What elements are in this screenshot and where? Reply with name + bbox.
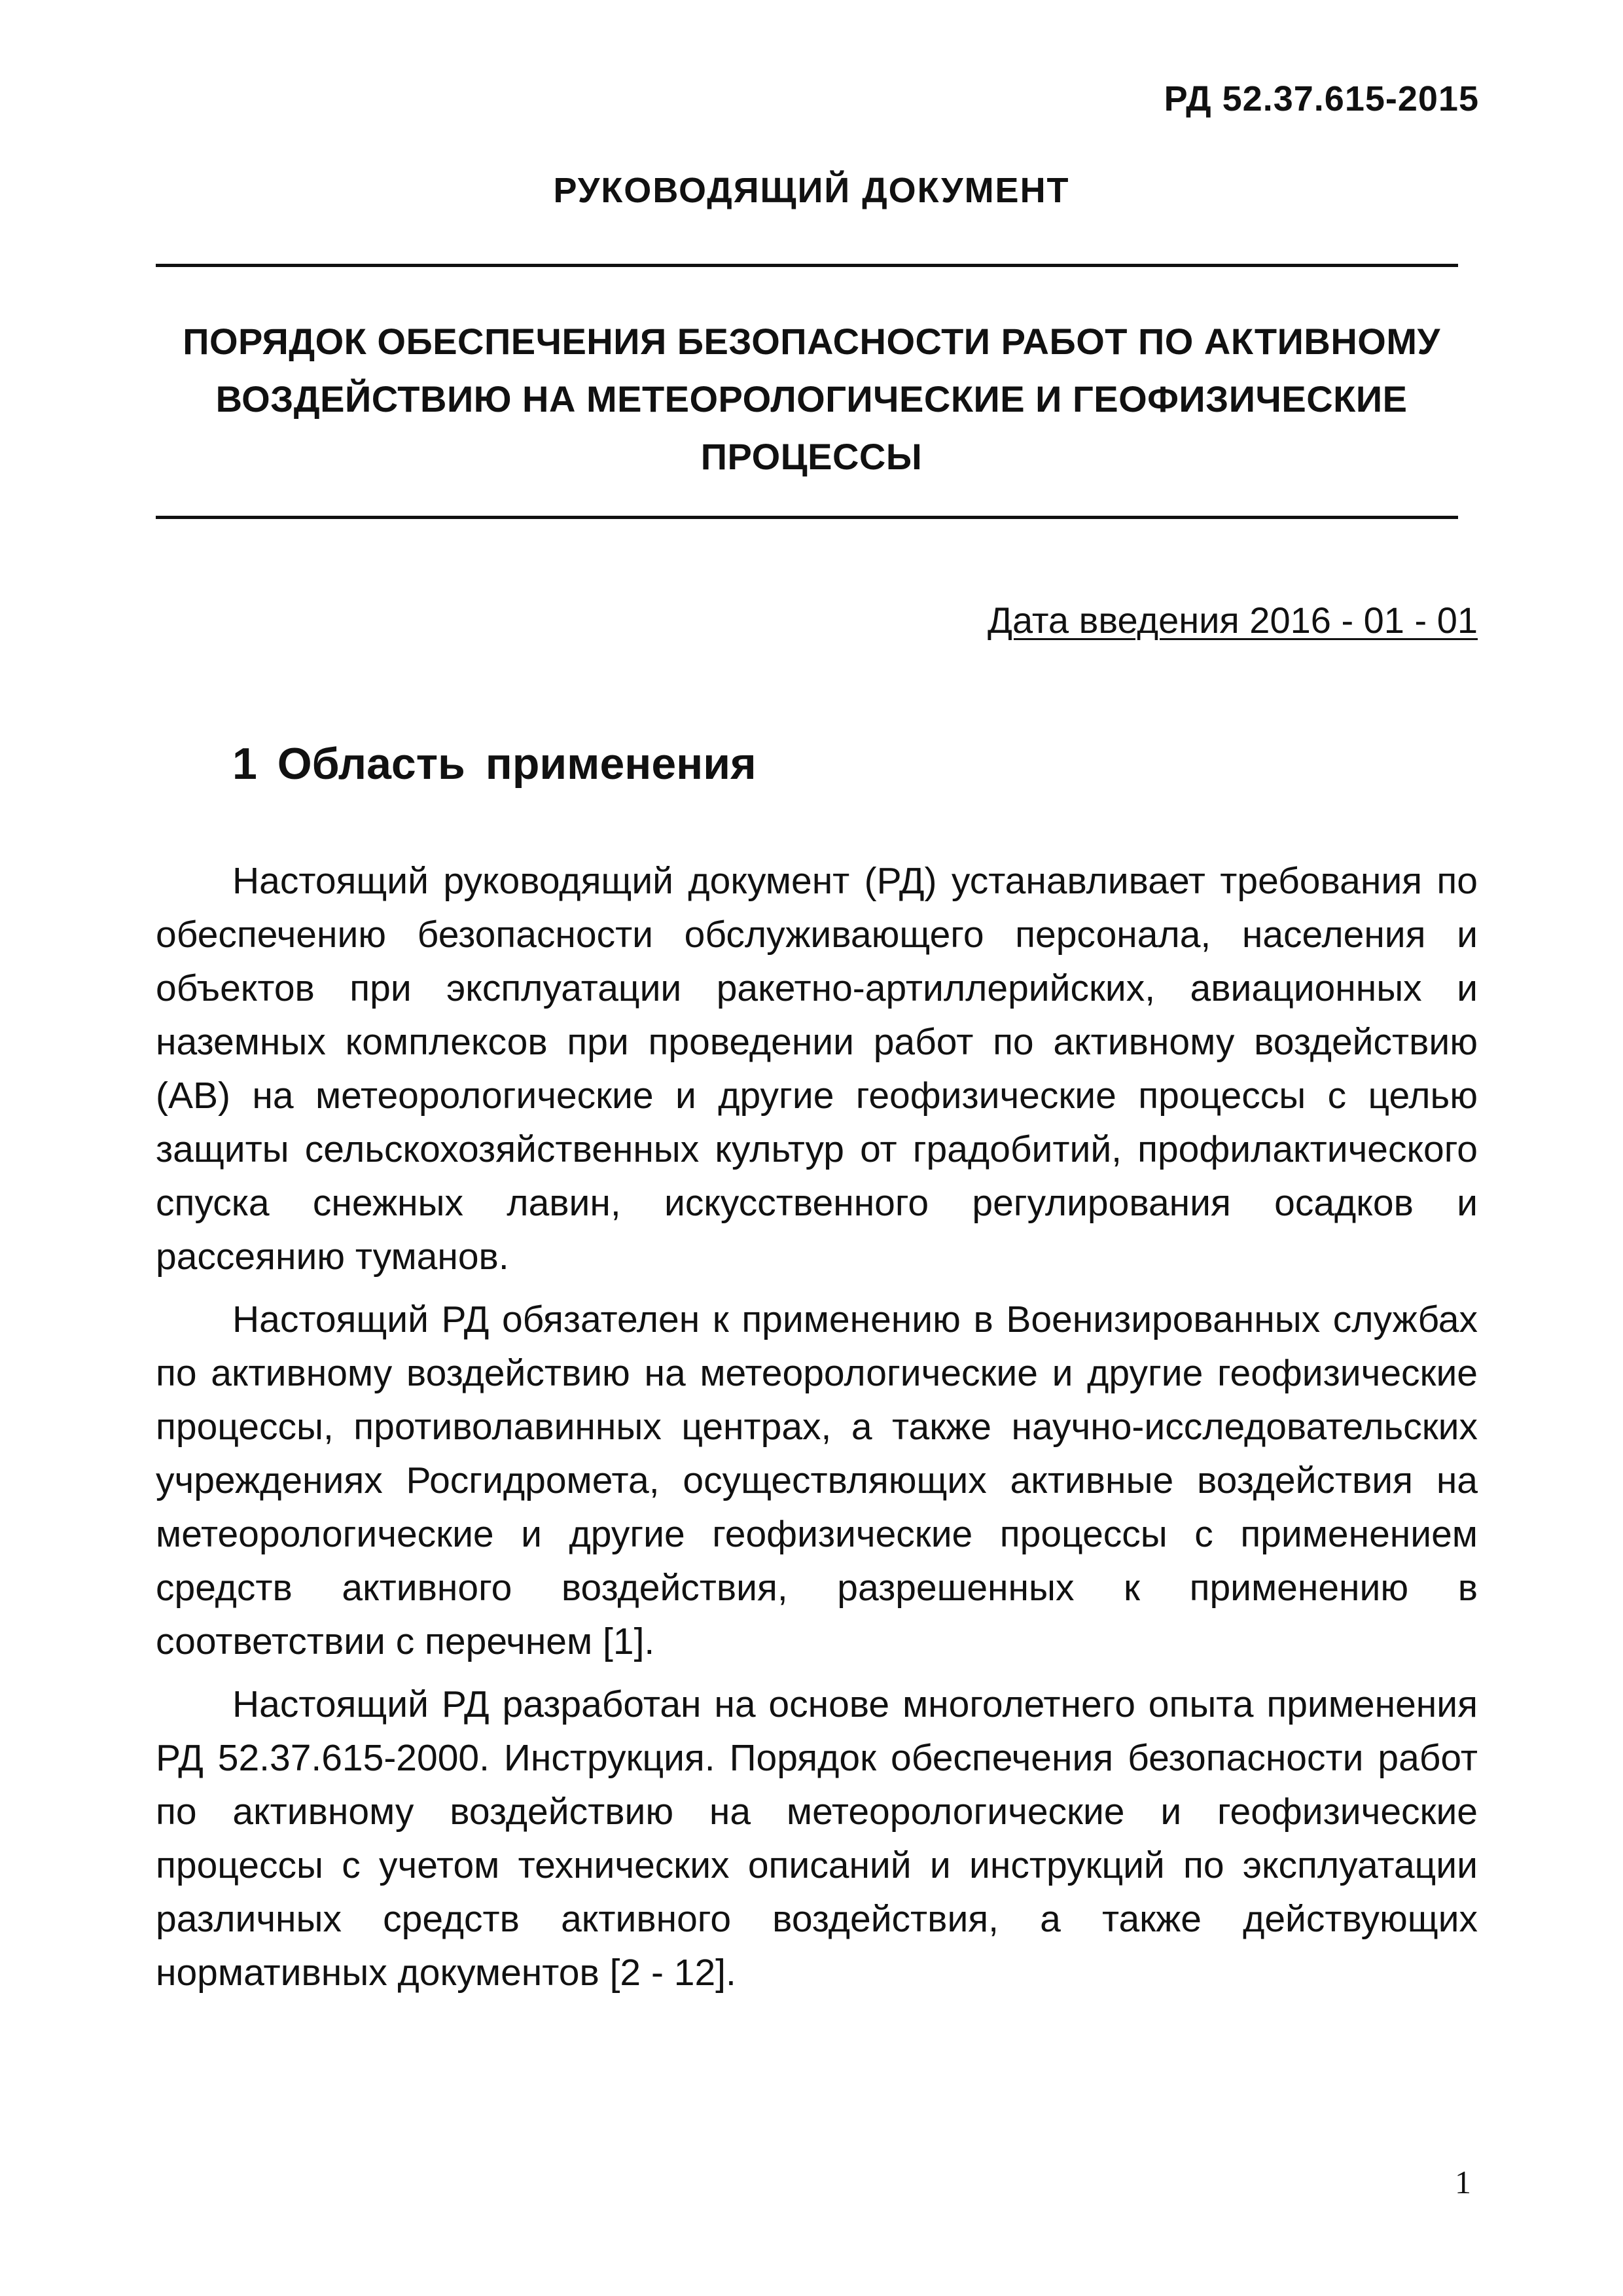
section-body [156, 854, 1478, 2009]
document-title [151, 313, 1472, 486]
page-number: 1 [1455, 2164, 1471, 2200]
paragraph-3: Настоящий РД разработан на основе многолетнего опыта применения РД 52.37.615-2000. Инструкция. Порядок обеспечения безопасности работ по активному воздействию на метеорологические и геофизические процессы с учетом технических описаний и инструкций по эксплуатации различных средств активного воздействия, а также действующих нормативных документов [2 - 12]. [156, 1683, 1478, 1994]
document-type-heading: РУКОВОДЯЩИЙ ДОКУМЕНТ [553, 171, 1070, 210]
introduction-date: Дата введения 2016 - 01 - 01 [988, 600, 1478, 641]
title-line-1: ПОРЯДОК ОБЕСПЕЧЕНИЯ БЕЗОПАСНОСТИ РАБОТ ПО АКТИВНОМУ [183, 321, 1440, 362]
section-heading: 1 Область применения [232, 739, 757, 789]
title-bottom-rule [156, 516, 1458, 519]
paragraph-1: Настоящий руководящий документ (РД) устанавливает требования по обеспечению безопасности обслуживающего персонала, населения и объектов при эксплуатации ракетно-артиллерийских, авиационных и наземных комплексов при проведении работ по активному воздействию (АВ) на метеорологические и другие геофизические процессы с целью защиты сельскохозяйственных культур от градобитий, профилактического спуска снежных лавин, искусственного регулирования осадков и рассеянию туманов. [156, 860, 1478, 1278]
paragraph-2: Настоящий РД обязателен к применению в Военизированных службах по активному воздействию на метеорологические и другие геофизические процессы, противолавинных центрах, а также научно-исследовательских учреждениях Росгидромета, осуществляющих активные воздействия на метеорологические и другие геофизические процессы с применением средств активного воздействия, разрешенных к применению в соответствии с перечнем [1]. [156, 1299, 1478, 1662]
title-line-3: ПРОЦЕССЫ [700, 436, 923, 477]
title-line-2: ВОЗДЕЙСТВИЮ НА МЕТЕОРОЛОГИЧЕСКИЕ И ГЕОФИЗИЧЕСКИЕ [215, 378, 1408, 420]
title-top-rule [156, 264, 1458, 267]
document-code: РД 52.37.615-2015 [1164, 79, 1479, 118]
